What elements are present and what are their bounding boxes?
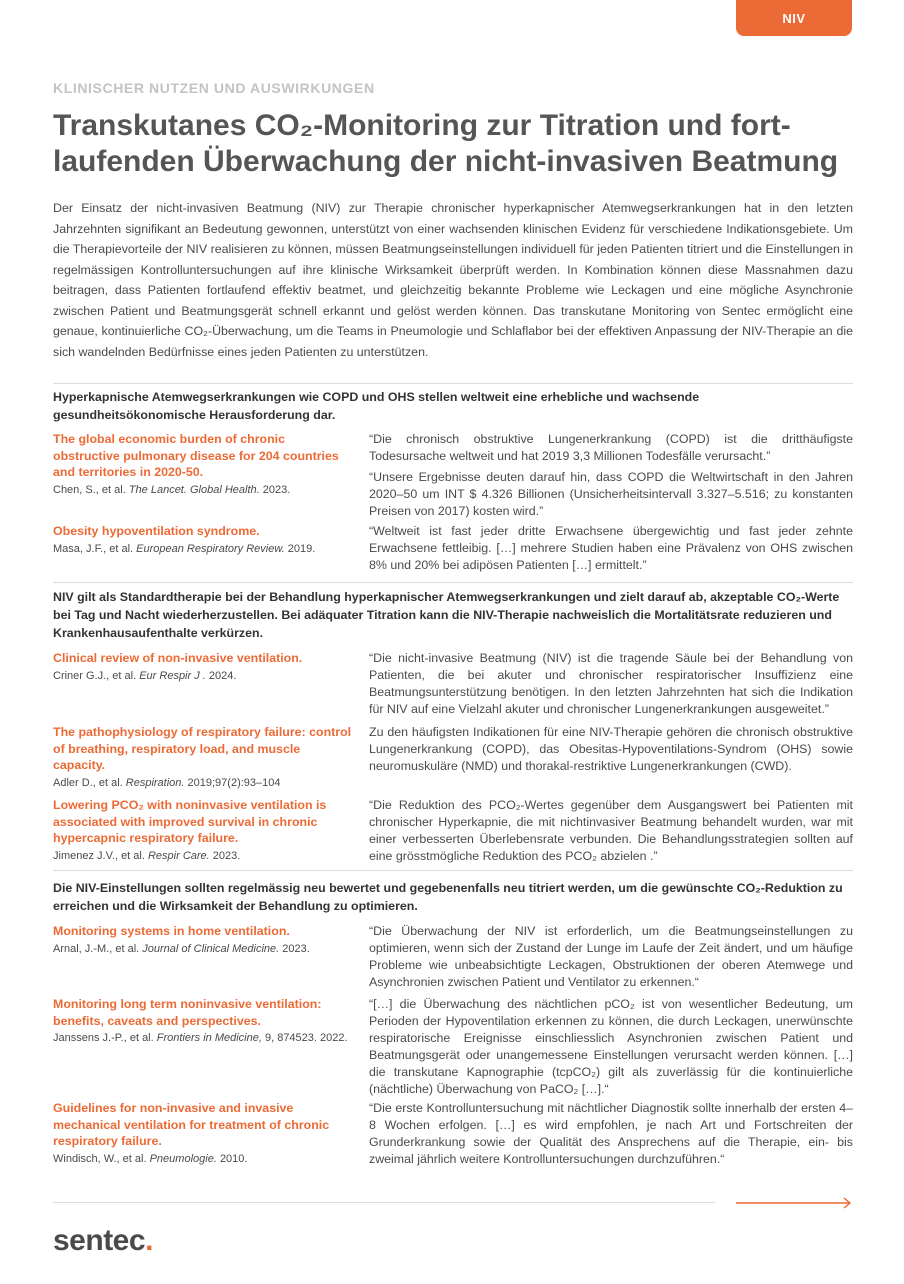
page-title: Transkutanes CO₂-Monitoring zur Titration und fort-laufenden Überwachung der nicht-invasiven Beatmung	[53, 109, 839, 178]
quote-text: Zu den häufigsten Indikationen für eine NIV-Therapie gehören die chronisch obstruktive Lungenerkrankung (COPD), das Obesitas-Hypoventilations-Syndrom (OHS) sowie neuromuskuläre (NMD) und thorakal-restriktive Lungenerkrankungen (CWD).	[369, 725, 853, 773]
section-2	[53, 588, 853, 863]
quote-text: “Die Reduktion des PCO₂-Wertes gegenüber dem Ausgangswert bei Patienten mit chronischer Hyperkapnie, die mit nichtinvasiver Beatmung behandelt wurden, war mit einer verbesserten Überlebensrate verbunden. Die Behandlungsstrategien sollten auf eine grösstmögliche Reduktion des PCO₂ abzielen .”	[369, 798, 853, 863]
quote	[369, 996, 853, 1102]
reference-title[interactable]: Obesity hypoventilation syndrome.	[53, 524, 260, 538]
quote	[369, 923, 853, 995]
reference-citation: Adler D., et al. Respiration. 2019;97(2):93–104	[53, 776, 281, 789]
reference-title[interactable]: The pathophysiology of respiratory failure: control of breathing, respiratory load, and muscle capacity.	[53, 725, 352, 772]
section-heading: Hyperkapnische Atemwegserkrankungen wie COPD und OHS stellen weltweit eine erhebliche und wachsende gesundheitsökonomische Herausforderung dar.	[53, 390, 700, 422]
reference-citation: Chen, S., et al. The Lancet. Global Health. 2023.	[53, 483, 291, 496]
quote	[369, 523, 853, 578]
reference-title[interactable]: The global economic burden of chronic obstructive pulmonary disease for 204 countries and territories in 2020-50.	[53, 432, 339, 479]
intro-paragraph: Der Einsatz der nicht-invasiven Beatmung (NIV) zur Therapie chronischer hyperkapnischer Atemwegserkrankungen hat in den letzten Jahrzehnten signifikant an Bedeutung gewonnen, unterstützt von einer wachsenden klinischen Evidenz für verschiedene Indikationsgebiete. Um die Therapievorteile der NIV realisieren zu können, müssen Beatmungseinstellungen individuell für jeden Patienten titriert und die Einstellungen in regelmässigen Kontrolluntersuchungen auf ihre klinische Wirksamkeit überprüft werden. In Kombination können diese Massnahmen dazu beitragen, dass Patienten fortlaufend effektiv beatmet, und gleichzeitig bekannte Probleme wie Leckagen und eine mögliche Asynchronie zwischen Patient und Beatmungsgerät schnell erkannt und gelöst werden können. Das transkutane Monitoring von Sentec ermöglicht eine genaue, kontinuierliche CO₂-Überwachung, um die Teams in Pneumologie und Schlaflabor bei der effektiven Anpassung der NIV-Therapie an die sich wandelnden Bedürfnisse eines jeden Patienten zu unterstützen.	[53, 201, 853, 359]
section-1	[53, 388, 853, 578]
footer-divider	[53, 1202, 715, 1203]
section-3	[53, 879, 853, 1179]
quote	[369, 431, 853, 524]
section-heading: NIV gilt als Standardtherapie bei der Behandlung hyperkapnischer Atemwegserkrankungen und zielt darauf ab, akzeptable CO₂-Werte bei Tag und Nacht wiederherzustellen. Bei adäquater Titration kann die NIV-Therapie nachweislich die Mortalitätsrate reduzieren und Krankenhausaufenthalte verkürzen.	[53, 590, 840, 640]
reference-title[interactable]: Monitoring systems in home ventilation.	[53, 924, 290, 938]
quote-text: “Die chronisch obstruktive Lungenerkrankung (COPD) ist die dritthäufigste Todesursache weltweit und hat 2019 3,3 Millionen Todesfälle verursacht.”	[369, 432, 853, 463]
quote	[369, 1100, 853, 1172]
sentec-logo: sentec.	[53, 1224, 153, 1257]
reference-title[interactable]: Clinical review of non-invasive ventilation.	[53, 651, 303, 665]
quote	[369, 650, 853, 722]
reference-title[interactable]: Guidelines for non-invasive and invasive mechanical ventilation for treatment of chronic respiratory failure.	[53, 1101, 330, 1148]
next-page-arrow-icon[interactable]	[736, 1196, 854, 1210]
reference	[53, 650, 353, 684]
quote-text: “Die Überwachung der NIV ist erforderlich, um die Beatmungseinstellungen zu optimieren, wenn sich der Zustand der Lunge im Laufe der Zeit ändert, und um häufige Probleme wie unbeabsichtigte Leckagen, Obstruktionen der oberen Atemwege und Asynchronien zwischen Patient und Ventilator zu erkennen.“	[369, 924, 853, 989]
reference	[53, 523, 353, 557]
section-heading: Die NIV-Einstellungen sollten regelmässig neu bewertet und gegebenenfalls neu titriert werden, um die gewünschte CO₂-Reduktion zu erreichen und die Wirksamkeit der Behandlung zu optimieren.	[53, 881, 843, 913]
quote-text: “Weltweit ist fast jeder dritte Erwachsene übergewichtig und fast jeder zehnte Erwachsene fettleibig. […] mehrere Studien haben eine Prävalenz von OHS zwischen 8% und 20% bei adipösen Patienten […] ermittelt.”	[369, 524, 853, 572]
quote-text: “[…] die Überwachung des nächtlichen pCO₂ ist von wesentlicher Bedeutung, um Perioden der Hypoventilation erkennen zu können, die durch Leckagen, unerwünschte respiratorische Ereignisse einschliesslich Asynchronien zwischen Patient und Beatmungsgerät oder unangemessene Einstellungen verursacht werden können. […] die transkutane Kapnographie (tcpCO₂) gilt als zuverlässig für die kontinuierliche (nächtliche) Überwachung von PaCO₂ […].“	[369, 997, 853, 1096]
section-divider	[53, 870, 853, 871]
reference-title[interactable]: Monitoring long term noninvasive ventilation: benefits, caveats and perspectives.	[53, 997, 322, 1028]
reference	[53, 996, 353, 1046]
reference-citation: Janssens J.-P., et al. Frontiers in Medicine, 9, 874523. 2022.	[53, 1032, 348, 1044]
reference	[53, 923, 353, 957]
quote-text: “Unsere Ergebnisse deuten darauf hin, dass COPD die Weltwirtschaft in den Jahren 2020–50 um INT $ 4.326 Billionen (Unsicherheitsintervall 3.327–5.516; zu konstanten Preisen von 2017) kosten wird.”	[369, 470, 853, 518]
category-tag: NIV	[736, 0, 852, 36]
quote-text: “Die erste Kontrolluntersuchung mit nächtlicher Diagnostik sollte innerhalb der ersten 4–8 Wochen erfolgen. […] es wird empfohlen, je nach Art und Fortschreiten der Grunderkrankung sowie der Qualität des Ansprechens auf die Therapie, ein- bis zweimal jährlich weitere Kontrolluntersuchungen durchzuführen.“	[369, 1101, 853, 1166]
reference	[53, 1100, 353, 1167]
reference-citation: Criner G.J., et al. Eur Respir J . 2024.	[53, 669, 237, 682]
reference	[53, 724, 353, 791]
reference	[53, 797, 353, 864]
reference	[53, 431, 353, 498]
quote	[369, 797, 853, 869]
reference-citation: Masa, J.F., et al. European Respiratory Review. 2019.	[53, 542, 316, 555]
reference-citation: Windisch, W., et al. Pneumologie. 2010.	[53, 1152, 248, 1165]
section-divider	[53, 582, 853, 583]
reference-title[interactable]: Lowering PCO₂ with noninvasive ventilation is associated with improved survival in chronic hypercapnic respiratory failure.	[53, 798, 327, 845]
section-divider	[53, 383, 853, 384]
reference-citation: Jimenez J.V., et al. Respir Care. 2023.	[53, 849, 241, 862]
quote-text: “Die nicht-invasive Beatmung (NIV) ist die tragende Säule bei der Behandlung von Patienten, die bei akuter und chronischer respiratorischer Insuffizienz eine Beatmungsunterstützung benötigen. In den letzten Jahrzehnten hat sich die Indikation für NIV auf eine Vielzahl akuter und chronischer Lungenerkrankungen ausgeweitet.”	[369, 651, 853, 716]
quote	[369, 724, 853, 779]
reference-citation: Arnal, J.-M., et al. Journal of Clinical Medicine. 2023.	[53, 942, 310, 955]
section-kicker: KLINISCHER NUTZEN UND AUSWIRKUNGEN	[53, 80, 375, 96]
